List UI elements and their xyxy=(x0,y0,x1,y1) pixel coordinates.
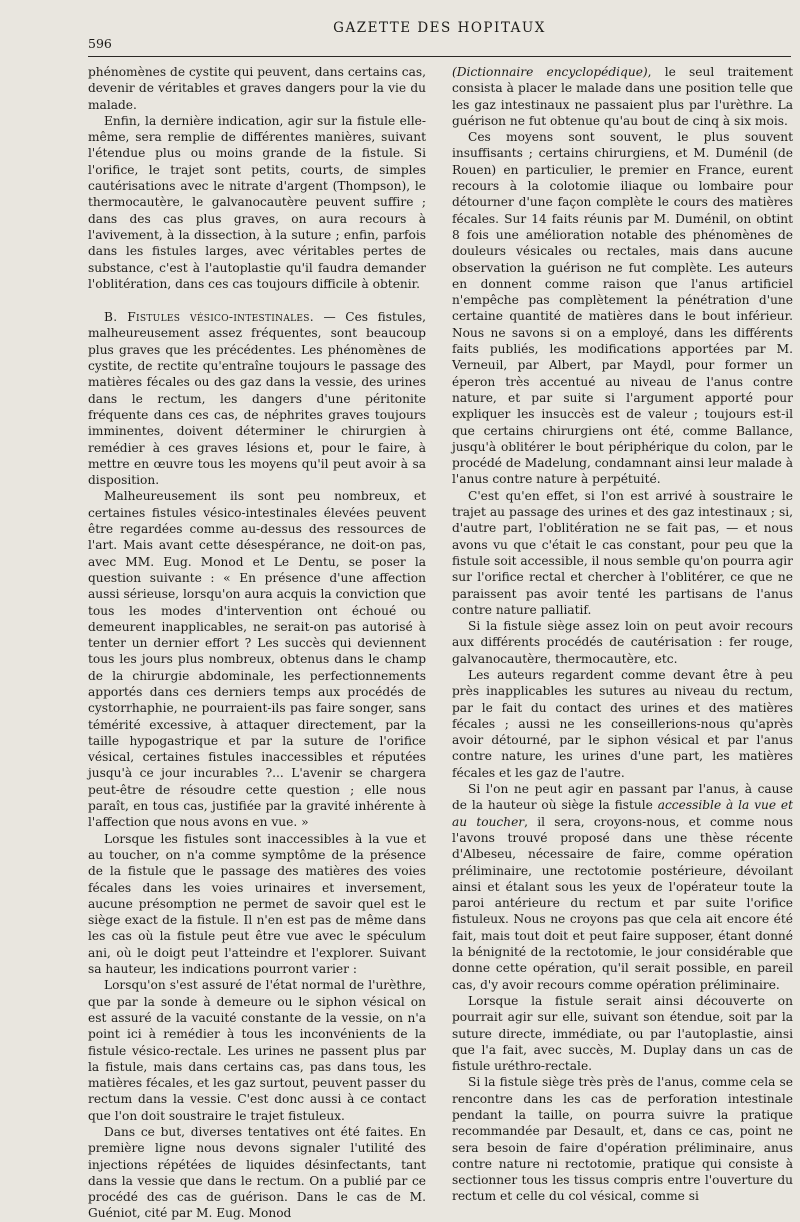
paragraph-text: , il sera, croyons-nous, et comme nous l'avons trouvé proposé dans une thèse récente d'Albeseu, nécessaire de faire, comme opération préliminaire, une rectotomie postérieure, dévoilant ainsi et étalant sous les yeux de l'opérateur toute la paroi antérieure du rectum et par suite l'orifice fistuleux. Nous ne croyons pas que cela ait encore été fait, mais tout doit et peut faire supposer, étant donné la bénignité de la rectotomie, le jour considérable que donne cette opération, qu'il serait possible, en pareil cas, d'y avoir recours comme opération préliminaire. xyxy=(452,814,793,992)
citation: (Dictionnaire encyclopédique) xyxy=(452,65,648,79)
section-text: — Ces fistules, malheureusement assez fréquentes, sont beaucoup plus graves que les précédentes. Les phénomènes de cystite, de rectite qu'entraîne toujours le passage des matières fécales ou des gaz dans la vessie, des urines dans le rectum, les dangers d'une péritonite fréquente dans ces cas, de néphrites graves toujours imminentes, doivent déterminer le chirurgien à remédier à ces graves lésions et, pour le faire, à mettre en œuvre tous les moyens qu'il peut avoir à sa disposition. xyxy=(88,310,426,488)
paragraph xyxy=(452,781,793,993)
right-column xyxy=(452,64,793,1204)
paragraph: Les auteurs regardent comme devant être à peu près inapplicables les sutures au niveau du rectum, par le fait du contact des urines et des matières fécales ; aussi ne les conseillerions-nous qu'après avoir détourné, par le siphon vésical et par l'anus contre nature, les urines d'une part, les matières fécales et les gaz de l'autre. xyxy=(452,667,793,780)
paragraph: Lorsque la fistule serait ainsi découverte on pourrait agir sur elle, suivant son étendue, soit par la suture directe, immédiate, ou par l'autoplastie, ainsi que l'a fait, avec succès, M. Duplay dans un cas de fistule uréthro-rectale. xyxy=(452,993,793,1074)
paragraph: Enfin, la dernière indication, agir sur la fistule elle-même, sera remplie de différentes manières, suivant l'étendue plus ou moins grande de la fistule. Si l'orifice, le trajet sont petits, courts, de simples cautérisations avec le nitrate d'argent (Thompson), le thermocautère, le galvanocautère peuvent suffire ; dans des cas plus graves, on aura recours à l'avivement, à la dissection, à la suture ; enfin, parfois dans les fistules larges, avec véritables pertes de substance, c'est à l'autoplastie qu'il faudra demander l'oblitération, dans ces cas toujours difficile à obtenir. xyxy=(88,113,426,291)
paragraph-text: Si l'on ne peut agir en passant par l'anus, à cause de la hauteur où siège la fistule xyxy=(452,782,793,813)
left-column xyxy=(88,64,426,1221)
paragraph: Lorsqu'on s'est assuré de l'état normal de l'urèthre, que par la sonde à demeure ou le siphon vésical on est assuré de la vacuité constante de la vessie, on n'a point ici à remédier à tous les inconvénients de la fistule vésico-rectale. Les urines ne passent plus par la fistule, mais dans certains cas, pas dans tous, les matières fécales, et les gaz surtout, peuvent passer du rectum dans la vessie. C'est donc aussi à ce contact que l'on doit soustraire le trajet fistuleux. xyxy=(88,978,426,1123)
paragraph: Si la fistule siège très près de l'anus, comme cela se rencontre dans les cas de perforation intestinale pendant la taille, on pourra suivre la pratique recommandée par Desault, et, dans ce cas, point ne sera besoin de faire d'opération préliminaire, anus contre nature ni rectotomie, pratique qui consiste à sectionner tous les tissus compris entre l'ouverture du rectum et celle du col vésical, comme si xyxy=(452,1075,793,1204)
paragraph: Ces moyens sont souvent, le plus souvent insuffisants ; certains chirurgiens, et M. Duménil (de Rouen) en particulier, le premier en France, eurent recours à la colotomie iliaque ou lombaire pour détourner d'une façon complète le cours des matières fécales. Sur 14 faits réunis par M. Duménil, on obtint 8 fois une amélioration notable des phénomènes de douleurs vésicales ou rectales, mais dans aucune observation la guérison ne fut complète. Les auteurs en donnent comme raison que l'anus artificiel n'empêche pas complètement la pénétration d'une certaine quantité de matières dans le bout inférieur. Nous ne savons si on a employé, dans les différents faits publiés, les modifications apportées par M. Verneuil, par Albert, par Maydl, pour former un éperon très accentué au niveau de l'anus contre nature, et par suite si l'argument apporté pour expliquer les insuccès est de valeur ; toujours est-il que certains chirurgiens ont été, comme Ballance, jusqu'à oblitérer le bout périphérique du colon, par le procédé de Madelung, condamnant ainsi leur malade à l'anus contre nature à perpétuité. xyxy=(452,130,793,487)
paragraph: phénomènes de cystite qui peuvent, dans certains cas, devenir de véritables et graves dangers pour la vie du malade. xyxy=(88,65,426,112)
paragraph: C'est qu'en effet, si l'on est arrivé à soustraire le trajet au passage des urines et des gaz intestinaux ; si, d'autre part, l'oblitération ne se fait pas, — et nous avons vu que c'était le cas constant, pour peu que la fistule soit accessible, il nous semble qu'on pourra agir sur l'orifice rectal et chercher à l'oblitérer, ce que ne paraissent pas avoir tenté les partisans de l'anus contre nature palliatif. xyxy=(452,488,793,617)
paragraph: Si la fistule siège assez loin on peut avoir recours aux différents procédés de cautérisation : fer rouge, galvanocautère, thermocautère, etc. xyxy=(452,619,793,666)
paragraph xyxy=(452,64,793,129)
italic-phrase: accessible à la vue et au toucher xyxy=(452,798,793,829)
paragraph-text: , le seul traitement consista à placer le malade dans une position telle que les gaz intestinaux ne passaient plus par l'urèthre. La guérison ne fut obtenue qu'au bout de cinq à six mois. xyxy=(452,65,793,128)
page-number: 596 xyxy=(88,36,112,51)
paragraph: Lorsque les fistules sont inaccessibles à la vue et au toucher, on n'a comme symptôme de la présence de la fistule que le passage des matières des voies fécales dans les voies urinaires et inversement, aucune présomption ne permet de savoir quel est le siège exact de la fistule. Il n'en est pas de même dans les cas où la fistule peut être vue avec le spéculum ani, où le doigt peut l'atteindre et l'explorer. Suivant sa hauteur, les indications pourront varier : xyxy=(88,831,426,977)
running-title: GAZETTE DES HOPITAUX xyxy=(333,20,546,36)
page-header xyxy=(88,20,791,51)
header-rule xyxy=(88,56,791,57)
paragraph: Malheureusement ils sont peu nombreux, et certaines fistules vésico-intestinales élevées peuvent être regardées comme au-dessus des ressources de l'art. Mais avant cette désespérance, ne doit-on pas, avec MM. Eug. Monod et Le Dentu, se poser la question suivante : « En présence d'une affection aussi sérieuse, lorsqu'on aura acquis la conviction que tous les modes d'intervention ont échoué ou demeurent inapplicables, ne serait-on pas autorisé à tenter un dernier effort ? Les succès qui deviennent tous les jours plus nombreux, obtenus dans le champ de la chirurgie abdominale, les perfectionnements apportés dans ces derniers temps aux procédés de cystorrhaphie, ne pourraient-ils pas faire songer, sans témérité excessive, à attaquer directement, par la taille hypogastrique et par la suture de l'orifice vésical, certaines fistules inaccessibles et réputées jusqu'à ce jour incurables ?... L'avenir se chargera peut-être de résoudre cette question ; elle nous paraît, en tous cas, justifiée par la gravité inhérente à l'affection que nous avons en vue. » xyxy=(88,489,426,830)
section-heading: B. Fistules vésico-intestinales. xyxy=(104,310,314,325)
paragraph: Dans ce but, diverses tentatives ont été faites. En première ligne nous devons signaler l'utilité des injections répétées de liquides désinfectants, tant dans la vessie que dans le rectum. On a publié par ce procédé des cas de guérison. Dans le cas de M. Guéniot, cité par M. Eug. Monod xyxy=(88,1125,426,1221)
section-paragraph xyxy=(88,309,426,488)
